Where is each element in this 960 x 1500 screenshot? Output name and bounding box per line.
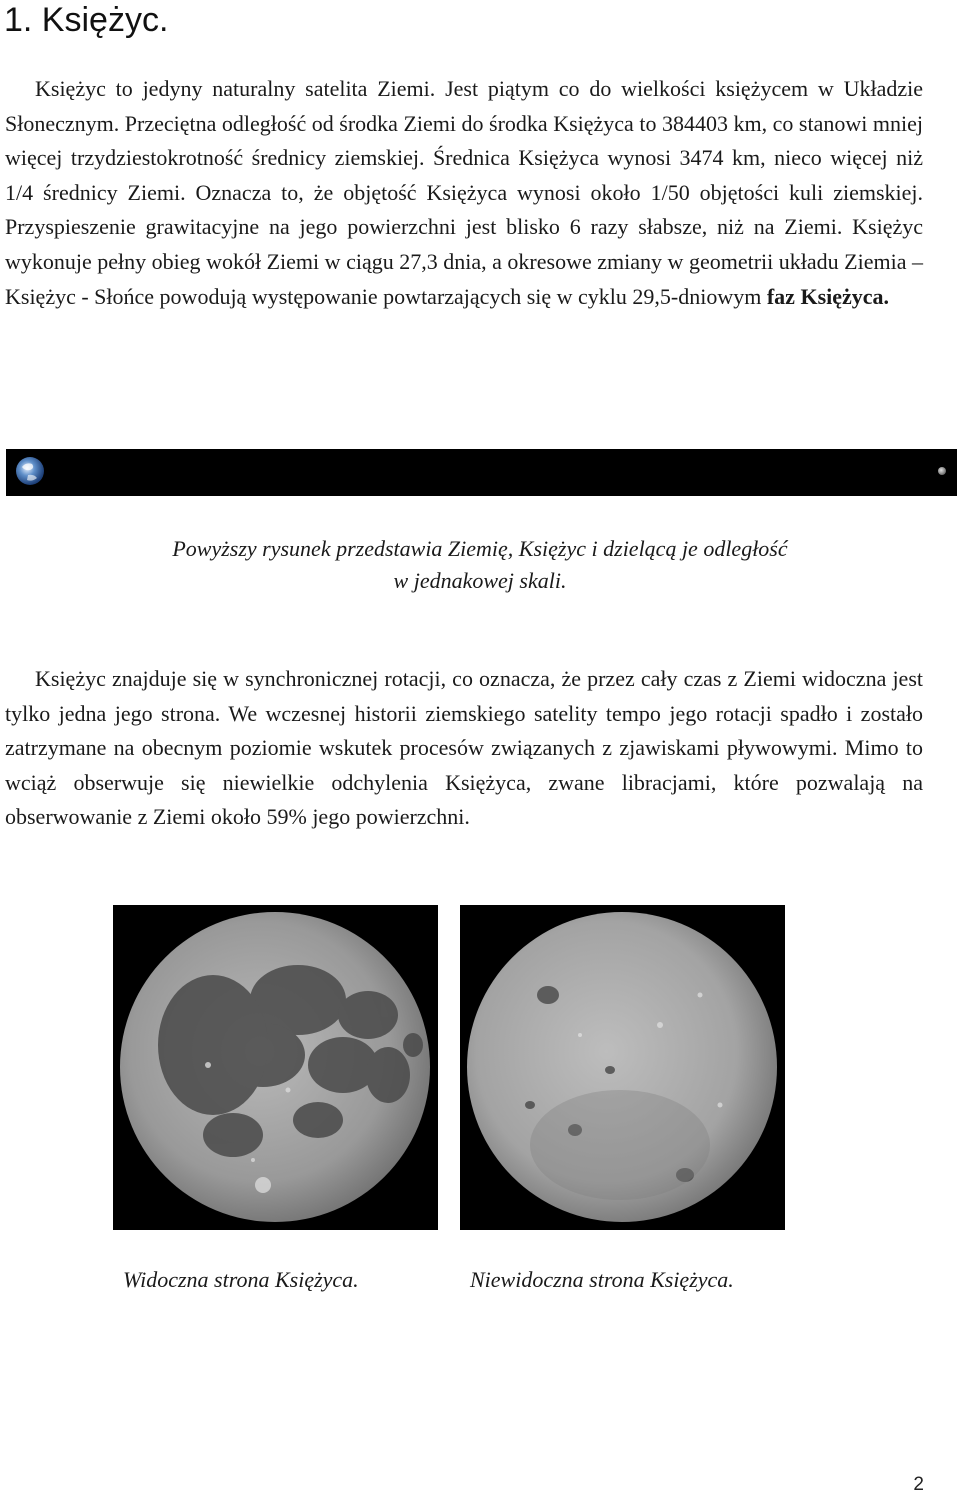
page-number: 2 xyxy=(913,1474,924,1495)
moon-dot-icon xyxy=(938,467,946,475)
moon-far-side-image xyxy=(460,905,785,1230)
figure-caption-line-2: w jednakowej skali. xyxy=(393,568,567,593)
intro-paragraph-bold-end: faz Księżyca. xyxy=(766,283,890,309)
earth-moon-scale-drawing xyxy=(6,449,957,496)
earth-icon xyxy=(16,457,44,485)
figure-caption xyxy=(0,533,960,597)
earth-moon-scale-image xyxy=(6,449,957,496)
moon-near-side-image xyxy=(113,905,438,1230)
near-side-label: Widoczna strona Księżyca. xyxy=(123,1267,359,1292)
far-side-label: Niewidoczna strona Księżyca. xyxy=(470,1267,734,1292)
intro-paragraph xyxy=(5,72,923,314)
moon-far-side-drawing xyxy=(460,905,785,1230)
intro-paragraph-text: Księżyc to jedyny naturalny satelita Ziemi. Jest piątym co do wielkości księżycem w Układzie Słonecznym. Przeciętna odległość od środka Ziemi do środka Księżyca to 384403 km, co stanowi mniej więcej trzydziestokrotność średnicy ziemskiej. Średnica Księżyca wynosi 3474 km, nieco więcej niż 1/4 średnicy Ziemi. Oznacza to, że objętość Księżyca wynosi około 1/50 objętości kuli ziemskiej. Przyspieszenie grawitacyjne na jego powierzchni jest blisko 6 razy słabsze, niż na Ziemi. Księżyc wykonuje pełny obieg wokół Ziemi w ciągu 27,3 dnia, a okresowe zmiany w geometrii układu Ziemia – Księżyc - Słońce powodują występowanie powtarzających się w cyklu 29,5-dniowym xyxy=(5,76,923,309)
section-heading: 1. Księżyc. xyxy=(4,1,169,39)
rotation-paragraph: Księżyc znajduje się w synchronicznej rotacji, co oznacza, że przez cały czas z Ziemi widoczna jest tylko jedna jego strona. We wczesnej historii ziemskiego satelity tempo jego rotacji spadło i zostało zatrzymane na obecnym poziomie wskutek procesów związanych z zjawiskami pływowymi. Mimo to wciąż obserwuje się niewielkie odchylenia Księżyca, zwane libracjami, które pozwalają na obserwowanie z Ziemi około 59% jego powierzchni. xyxy=(5,666,923,830)
figure-caption-line-1: Powyższy rysunek przedstawia Ziemię, Księżyc i dzielącą je odległość xyxy=(172,536,788,561)
moon-near-side-drawing xyxy=(113,905,438,1230)
